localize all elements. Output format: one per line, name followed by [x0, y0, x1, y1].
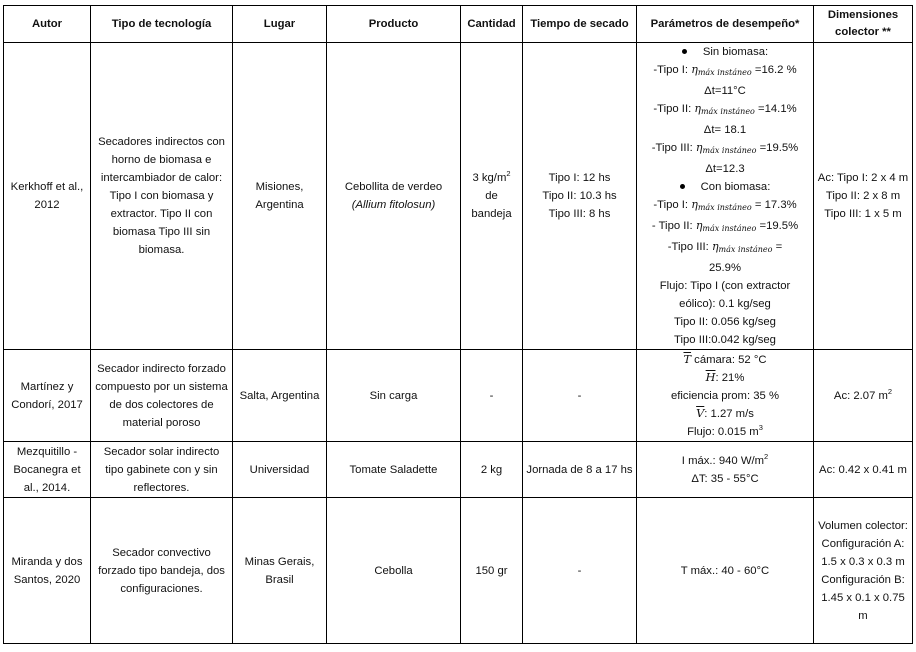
cell-lugar: Misiones, Argentina — [233, 43, 327, 350]
header-parametros: Parámetros de desempeño* — [637, 6, 814, 43]
header-cantidad: Cantidad — [461, 6, 523, 43]
cell-cantidad: - — [461, 350, 523, 442]
param-line: eficiencia prom: 35 % — [671, 389, 779, 402]
cell-dimensiones — [814, 43, 913, 350]
cantidad-value: 3 kg/m — [472, 172, 507, 184]
cell-tiempo: - — [523, 350, 637, 442]
param-line: Δt=12.3 — [705, 163, 745, 175]
cell-tipo: Secador indirecto forzado compuesto por un sistema de dos colectores de material poroso — [91, 350, 233, 442]
cell-producto: Sin carga — [327, 350, 461, 442]
cell-tiempo: Jornada de 8 a 17 hs — [523, 442, 637, 498]
param-line: - Tipo II: $\eta_{máx instáneo} =19.5\%$ — [651, 219, 799, 233]
param-line: 25.9% — [708, 262, 742, 274]
param-heading: Sin biomasa: — [640, 43, 810, 61]
param-line: -Tipo III: $\eta_{máx instáneo} =19.5\%$ — [651, 141, 799, 155]
cell-lugar: Salta, Argentina — [233, 350, 327, 442]
cell-lugar: Universidad — [233, 442, 327, 498]
bullet-icon — [682, 49, 687, 54]
header-dimensiones: Dimensiones colector ** — [814, 6, 913, 43]
bullet-icon — [680, 184, 685, 189]
dimensiones-line: Tipo II: 2 x 8 m — [825, 190, 901, 202]
param-line: Flujo: Tipo I (con extractor eólico): 0.1 kg/seg — [659, 280, 791, 310]
tiempo-line: Tipo III: 8 hs — [548, 208, 611, 220]
header-producto: Producto — [327, 6, 461, 43]
cell-tiempo — [523, 43, 637, 350]
param-heading: Con biomasa: — [640, 178, 810, 196]
table-row — [4, 498, 913, 644]
param-line: Tipo II: 0.056 kg/seg — [674, 316, 776, 328]
cell-tipo: Secador solar indirecto tipo gabinete con y sin reflectores. — [91, 442, 233, 498]
param-line: I máx.: 940 $W/m^2$ — [681, 451, 769, 467]
header-tiempo: Tiempo de secado — [523, 6, 637, 43]
cell-producto — [327, 43, 461, 350]
table-row — [4, 442, 913, 498]
cell-autor: Kerkhoff et al., 2012 — [4, 43, 91, 350]
producto-main: Cebollita de verdeo — [344, 181, 443, 193]
param-line: -Tipo III: $\eta_{máx instáneo}$ = — [667, 240, 783, 254]
cell-dimensiones: Ac: 0.42 x 0.41 m — [814, 442, 913, 498]
param-line: Tipo III:0.042 kg/seg — [674, 334, 776, 346]
param-line: Δt= 18.1 — [703, 124, 747, 136]
cell-lugar: Minas Gerais, Brasil — [233, 498, 327, 644]
param-line: ΔT: 35 - 55°C — [691, 472, 759, 485]
dimensiones-line: Ac: Tipo I: 2 x 4 m — [817, 172, 909, 184]
cell-cantidad: 150 gr — [461, 498, 523, 644]
param-line: -Tipo I: $\eta_{máx instáneo} =16.2$ % — [653, 63, 797, 77]
producto-scientific: (Allium fitolosun) — [351, 199, 436, 211]
cantidad-rest: de bandeja — [471, 190, 512, 220]
param-line: $\overline{H}$: 21% — [705, 370, 745, 384]
tiempo-line: Tipo I: 12 hs — [548, 172, 611, 184]
cell-tipo: Secadores indirectos con horno de biomasa e intercambiador de calor: Tipo I con biomasa y extractor. Tipo II con biomasa Tipo III sin biomasa. — [91, 43, 233, 350]
dimensiones-line: Volumen colector: — [818, 519, 908, 532]
header-row — [4, 6, 913, 43]
header-tipo: Tipo de tecnología — [91, 6, 233, 43]
param-line: $\overline{T}$ cámara: 52 °C — [683, 352, 767, 366]
param-line: -Tipo II: $\eta_{máx instáneo} =14.1\%$ — [653, 102, 797, 116]
header-lugar: Lugar — [233, 6, 327, 43]
param-line: Δt=11°C — [704, 85, 746, 97]
comparison-table — [3, 5, 913, 644]
param-line: $\overline{V}$: 1.27 m/s — [696, 406, 754, 420]
tiempo-line: Tipo II: 10.3 hs — [542, 190, 617, 202]
cell-parametros — [637, 442, 814, 498]
dimensiones-line: Tipo III: 1 x 5 m — [824, 208, 902, 220]
cell-parametros — [637, 350, 814, 442]
dimensiones-line: Configuración A: 1.5 x 0.3 x 0.3 m — [821, 537, 905, 568]
param-line: Flujo: 0.015 $m^3$ — [687, 422, 763, 438]
cell-dimensiones — [814, 498, 913, 644]
cell-cantidad: 2 kg — [461, 442, 523, 498]
header-autor: Autor — [4, 6, 91, 43]
cell-producto: Tomate Saladette — [327, 442, 461, 498]
cell-cantidad — [461, 43, 523, 350]
cell-tiempo: - — [523, 498, 637, 644]
cell-autor: Martínez y Condorí, 2017 — [4, 350, 91, 442]
table-row — [4, 350, 913, 442]
cantidad-exponent: 2 — [506, 169, 511, 178]
cell-parametros — [637, 43, 814, 350]
dimensiones-line: Configuración B: 1.45 x 0.1 x 0.75 m — [821, 573, 905, 622]
cell-producto: Cebolla — [327, 498, 461, 644]
cell-autor: Miranda y dos Santos, 2020 — [4, 498, 91, 644]
cell-dimensiones: Ac: 2.07 $m^2$ — [814, 350, 913, 442]
param-line: -Tipo I: $\eta_{máx instáneo} = 17.3\%$ — [653, 198, 797, 212]
table-row — [4, 43, 913, 350]
cell-tipo: Secador convectivo forzado tipo bandeja, dos configuraciones. — [91, 498, 233, 644]
cell-autor: Mezquitillo - Bocanegra et al., 2014. — [4, 442, 91, 498]
cell-parametros: T máx.: 40 - 60°C — [637, 498, 814, 644]
